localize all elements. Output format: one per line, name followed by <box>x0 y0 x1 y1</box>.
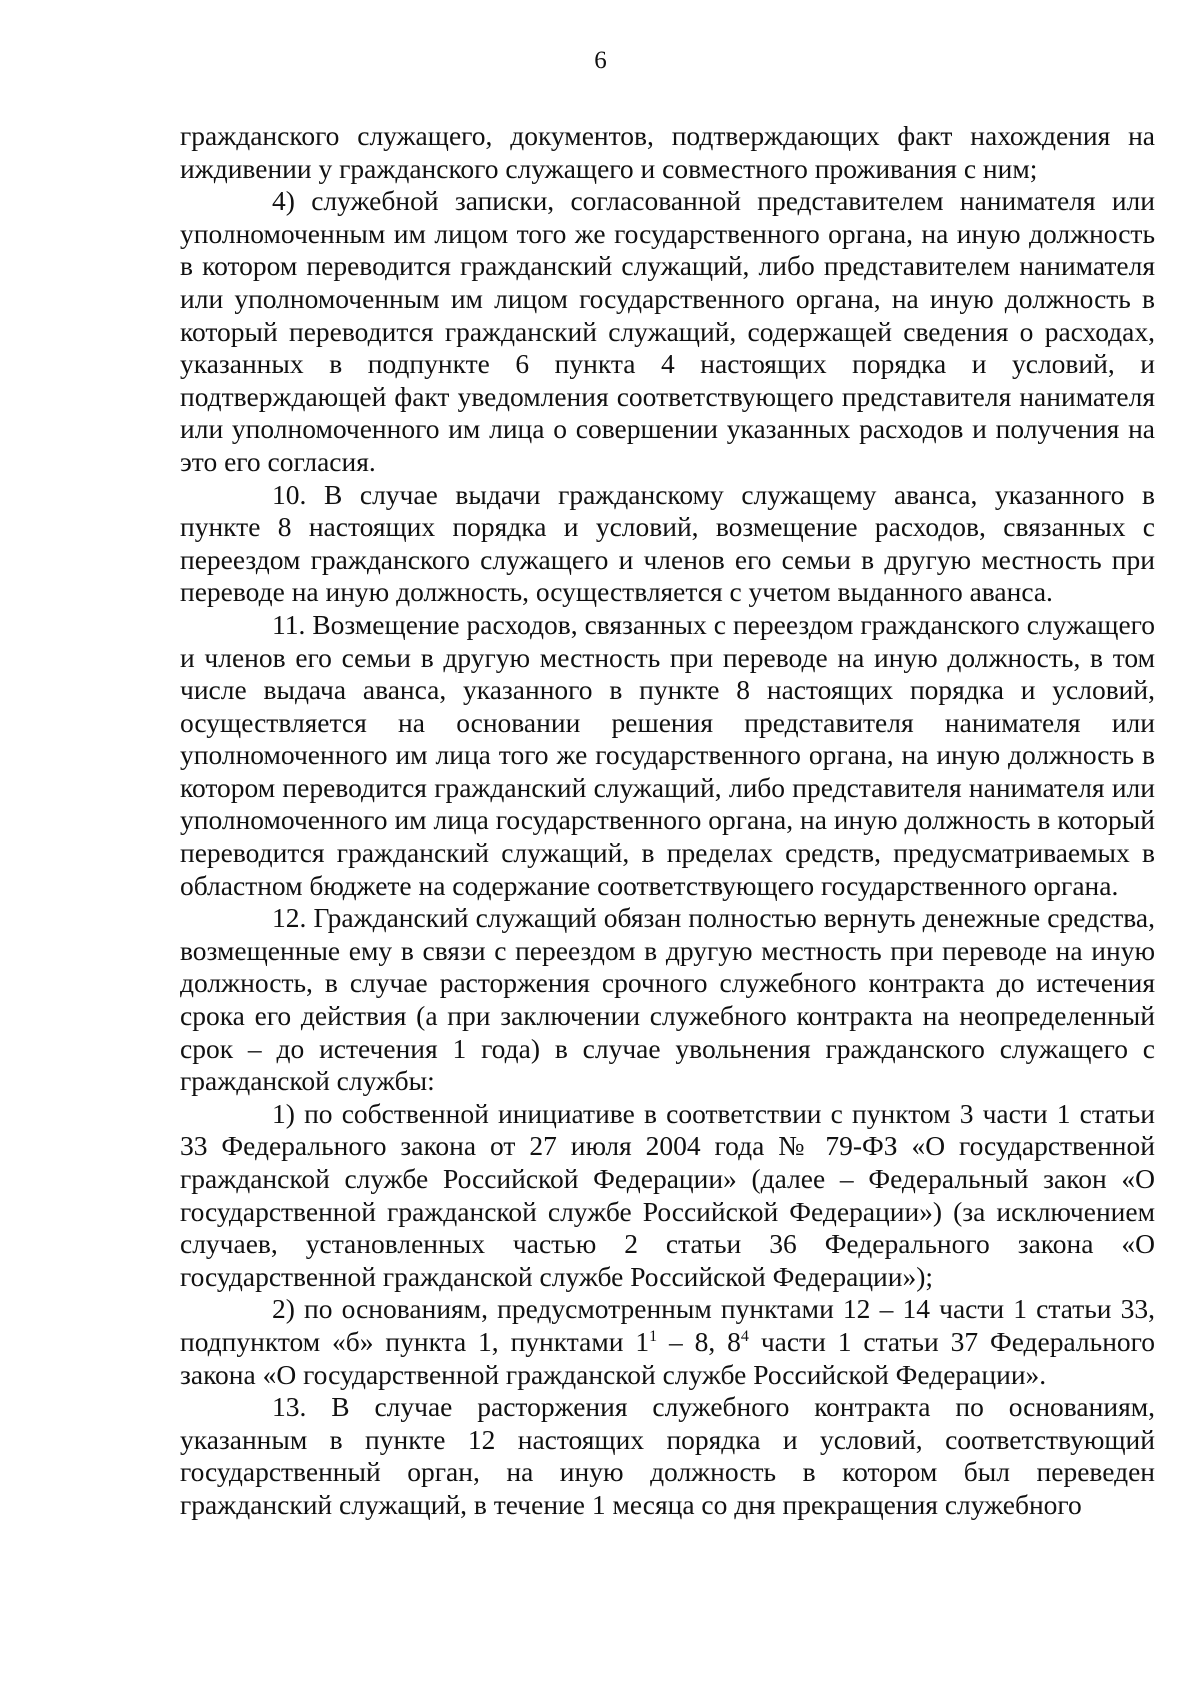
paragraph-item-12-2-part-a: 2) по основаниям, предусмотренным пунктами 12 – 14 части 1 статьи 33, подпунктом «б» пункта 1, пунктами 1 <box>180 1293 1155 1357</box>
paragraph-continuation: гражданского служащего, документов, подтверждающих факт нахождения на иждивении у гражданского служащего и совместного проживания с ним; <box>180 120 1155 184</box>
paragraph-clause-12: 12. Гражданский служащий обязан полностью вернуть денежные средства, возмещенные ему в связи с переездом в другую местность при переводе на иную должность, в случае расторжения срочного служебного контракта до истечения срока его действия (а при заключении служебного контракта на неопределенный срок – до истечения 1 года) в случае увольнения гражданского служащего с гражданской службы: <box>180 902 1155 1097</box>
superscript-4: 4 <box>740 1327 749 1345</box>
superscript-1: 1 <box>649 1327 658 1345</box>
paragraph-item-4: 4) служебной записки, согласованной представителем нанимателя или уполномоченным им лицом того же государственного органа, на иную должность в котором переводится гражданский служащий, либо представителем нанимателя или уполномоченным им лицом государственного органа, на иную должность в который переводится гражданский служащий, содержащей сведения о расходах, указанных в подпункте 6 пункта 4 настоящих порядка и условий, и подтверждающей факт уведомления соответствующего представителя нанимателя или уполномоченного им лица о совершении указанных расходов и получения на это его согласия. <box>180 185 1155 477</box>
page-number: 6 <box>594 47 607 74</box>
paragraph-item-12-2 <box>180 1293 1155 1391</box>
paragraph-clause-10: 10. В случае выдачи гражданскому служащему аванса, указанного в пункте 8 настоящих порядка и условий, возмещение расходов, связанных с переездом гражданского служащего и членов его семьи в другую местность при переводе на иную должность, осуществляется с учетом выданного аванса. <box>180 478 1155 608</box>
paragraph-clause-11: 11. Возмещение расходов, связанных с переездом гражданского служащего и членов его семьи в другую местность при переводе на иную должность, в том числе выдача аванса, указанного в пункте 8 настоящих порядка и условий, осуществляется на основании решения представителя нанимателя или уполномоченного им лица того же государственного органа, на иную должность в котором переводится гражданский служащий, либо представителя нанимателя или уполномоченного им лица государственного органа, на иную должность в который переводится гражданский служащий, в пределах средств, предусматриваемых в областном бюджете на содержание соответствующего государственного органа. <box>180 608 1155 901</box>
paragraph-item-12-1: 1) по собственной инициативе в соответствии с пунктом 3 части 1 статьи 33 Федерального закона от 27 июля 2004 года № 79-ФЗ «О государственной гражданской службе Российской Федерации» (далее – Федеральный закон «О государственной гражданской службе Российской Федерации») (за исключением случаев, установленных частью 2 статьи 36 Федерального закона «О государственной гражданской службе Российской Федерации»); <box>180 1097 1155 1292</box>
document-body <box>180 120 1155 1522</box>
paragraph-clause-13: 13. В случае расторжения служебного контракта по основаниям, указанным в пункте 12 настоящих порядка и условий, соответствующий государственный орган, на иную должность в котором был переведен гражданский служащий, в течение 1 месяца со дня прекращения служебного <box>180 1391 1155 1520</box>
paragraph-item-12-2-part-b: – 8, 8 <box>657 1325 741 1357</box>
paragraph-item-12-2-part-c: части 1 статьи 37 Федерального закона «О государственной гражданской службе Российской Федерации». <box>180 1325 1156 1390</box>
